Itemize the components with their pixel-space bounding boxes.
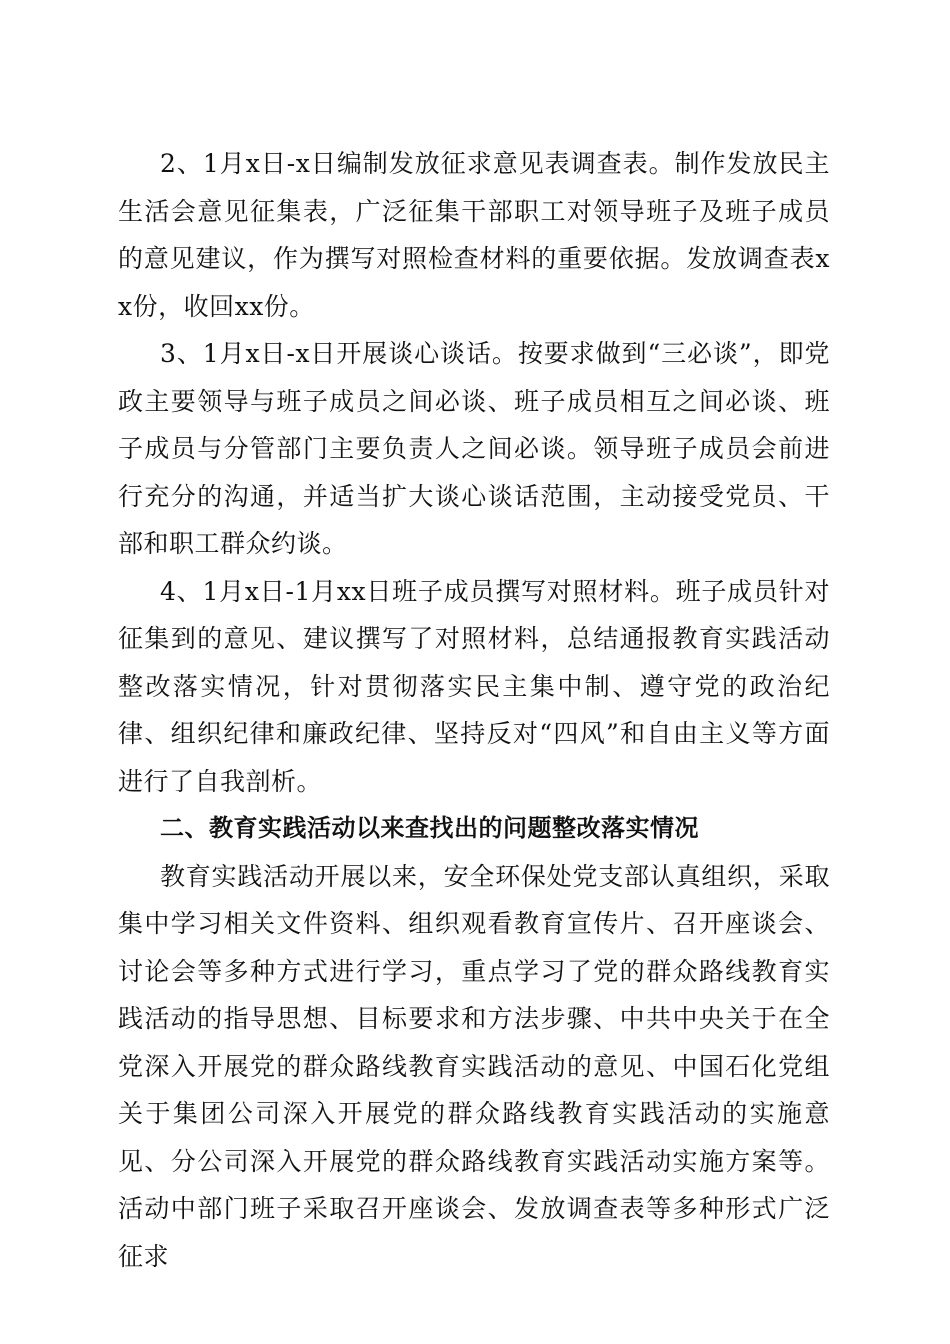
section-body-paragraph: 教育实践活动开展以来，安全环保处党支部认真组织，采取集中学习相关文件资料、组织观看教育宣传片、召开座谈会、讨论会等多种方式进行学习，重点学习了党的群众路线教育实践活动的指导思想、目标要求和方法步骤、中共中央关于在全党深入开展党的群众路线教育实践活动的意见、中国石化党组关于集团公司深入开展党的群众路线教育实践活动的实施意见、分公司深入开展党的群众路线教育实践活动实施方案等。活动中部门班子采取召开座谈会、发放调查表等多种形式广泛征求 — [118, 861, 830, 1271]
paragraph-item-3: 3、1月x日-x日开展谈心谈话。按要求做到“三必谈”，即党政主要领导与班子成员之间必谈、班子成员相互之间必谈、班子成员与分管部门主要负责人之间必谈。领导班子成员会前进行充分的沟通，并适当扩大谈心谈话范围，主动接受党员、干部和职工群众约谈。 — [118, 339, 830, 558]
document-page — [118, 140, 830, 1280]
paragraph-item-4: 4、1月x日-1月xx日班子成员撰写对照材料。班子成员针对征集到的意见、建议撰写了对照材料，总结通报教育实践活动整改落实情况，针对贯彻落实民主集中制、遵守党的政治纪律、组织纪律和廉政纪律、坚持反对“四风”和自由主义等方面进行了自我剖析。 — [118, 576, 830, 796]
paragraph-item-2: 2、1月x日-x日编制发放征求意见表调查表。制作发放民主生活会意见征集表，广泛征集干部职工对领导班子及班子成员的意见建议，作为撰写对照检查材料的重要依据。发放调查表xx份，收回xx份。 — [118, 149, 830, 321]
section-heading: 二、教育实践活动以来查找出的问题整改落实情况 — [160, 814, 699, 842]
